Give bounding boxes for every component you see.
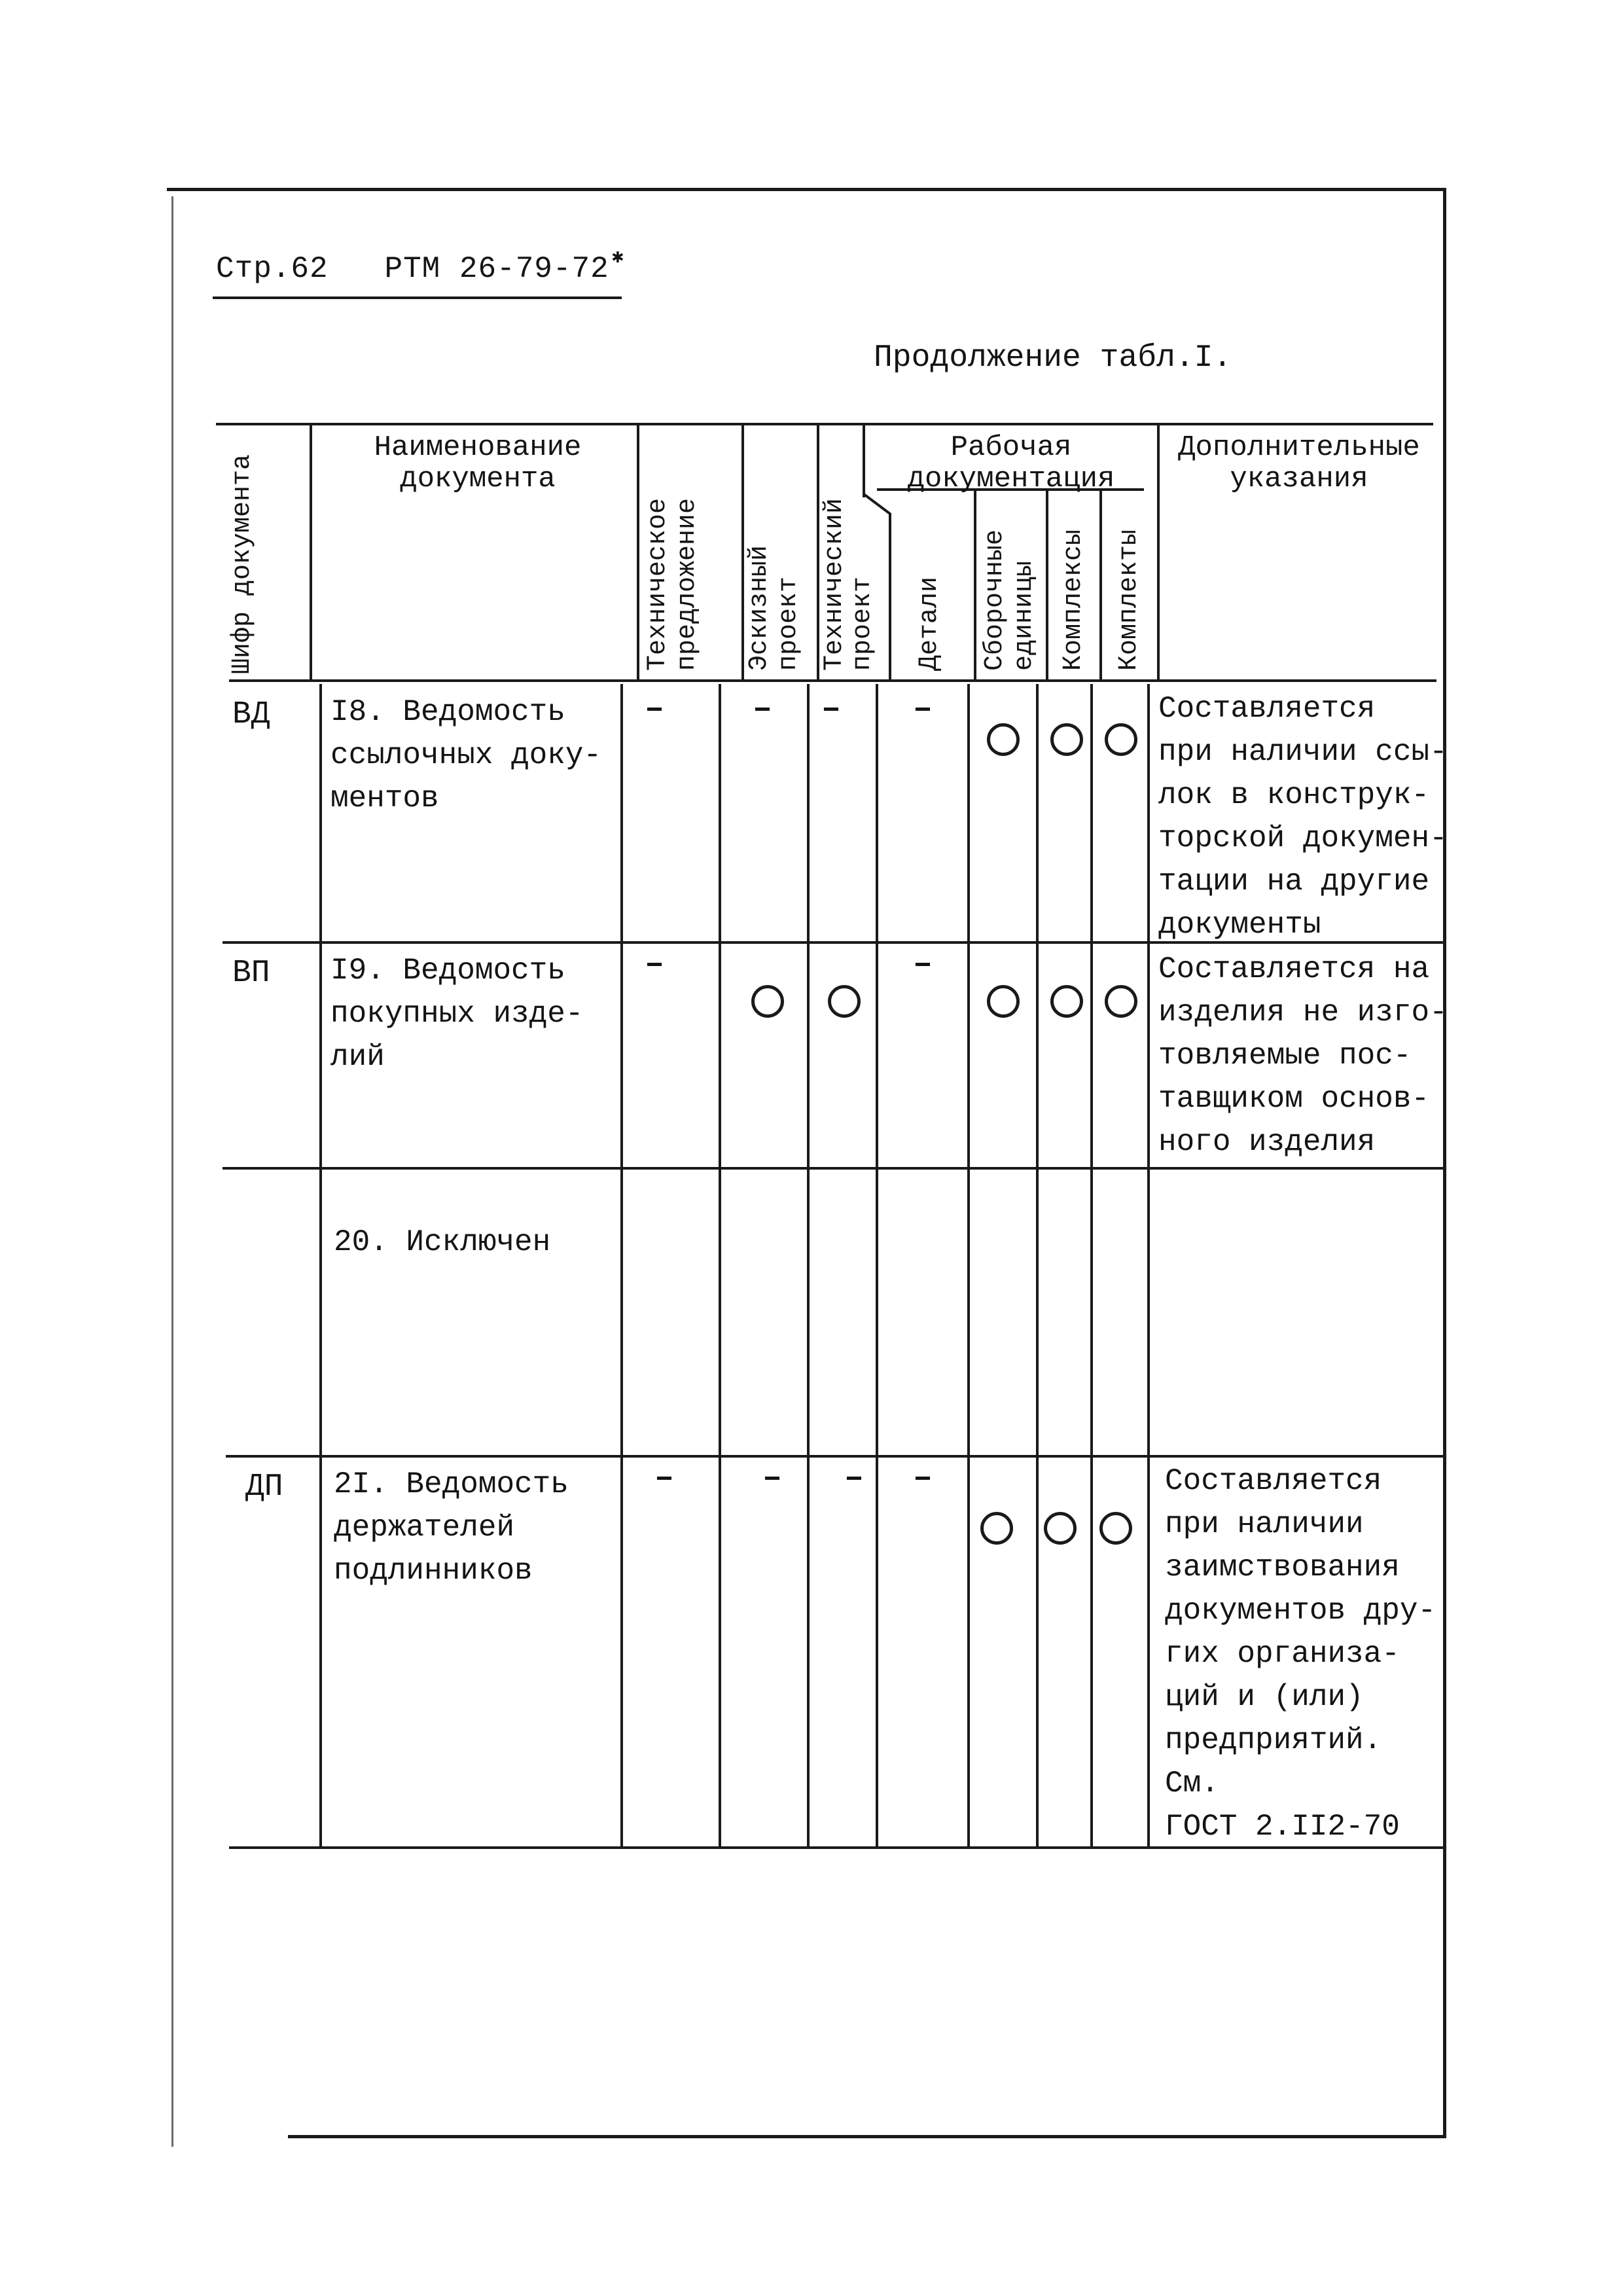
revision-mark: ✱ (611, 247, 624, 269)
table-continuation-label: Продолжение табл.I. (874, 340, 1232, 376)
col-header-technical-1: Технический (820, 497, 849, 671)
row-18-mark-assembly-circle (987, 723, 1020, 756)
row-18-mark-technical: – (821, 691, 842, 728)
col-header-sketch-2: проект (774, 576, 804, 671)
col-header-technical-2: проект (848, 576, 878, 671)
row-21-name: 2I. Ведомость держателей подлинников (334, 1467, 569, 1588)
row-21-mark-technical: – (844, 1460, 865, 1497)
row-18-mark-complexes-circle (1050, 723, 1083, 756)
col-header-kits: Комплекты (1115, 529, 1144, 671)
row-19-mark-sketch-circle (751, 985, 784, 1018)
col-header-tech-proposal-1: Техническое (643, 497, 673, 671)
col-header-notes: Дополнительные указания (1178, 431, 1420, 495)
col-header-assembly-2: единицы (1010, 560, 1039, 671)
row-18-code: ВД (232, 697, 270, 732)
col-header-tech-proposal-2: предложение (673, 497, 702, 671)
row-21-code: ДП (245, 1469, 283, 1505)
col-header-details: Детали (915, 576, 944, 671)
col-header-sketch-1: Эскизный (745, 545, 774, 671)
row-19-mark-assembly-circle (987, 985, 1020, 1018)
page-number: Стр.62 (216, 252, 329, 286)
row-19-mark-details: – (913, 946, 933, 983)
row-21-mark-tech-proposal: – (654, 1460, 675, 1497)
row-18-mark-tech-proposal: – (645, 691, 665, 728)
row-21-notes: Составляется при наличии заимствования документов дру- гих организа- ций и (или) предприятий. См. ГОСТ 2.II2-70 (1165, 1464, 1436, 1844)
col-group-working-docs: Рабочая документация (907, 431, 1115, 495)
row-18-mark-sketch: – (753, 691, 773, 728)
row-21-mark-details: – (913, 1460, 933, 1497)
row-19-mark-complexes-circle (1050, 985, 1083, 1018)
row-21-mark-sketch: – (762, 1460, 783, 1497)
row-18-mark-kits-circle (1105, 723, 1137, 756)
col-header-complexes: Комплексы (1059, 529, 1088, 671)
row-19-notes: Составляется на изделия не изго- товляемые пос- тавщиком основ- ного изделия (1158, 952, 1448, 1159)
row-19-code: ВП (232, 956, 270, 991)
col-header-name: Наименование документа (374, 431, 582, 495)
row-21-mark-complexes-circle (1044, 1512, 1077, 1545)
row-18-notes: Составляется при наличии ссы- лок в конструк- торской докумен- тации на другие документы (1158, 692, 1448, 942)
row-21-mark-assembly-circle (980, 1512, 1013, 1545)
row-19-name: I9. Ведомость покупных изде- лий (330, 954, 584, 1074)
row-19-mark-tech-proposal: – (645, 946, 665, 983)
row-21-mark-kits-circle (1099, 1512, 1132, 1545)
row-19-mark-technical-circle (828, 985, 861, 1018)
col-header-code: Шифр документа (228, 454, 257, 674)
row-18-mark-details: – (913, 691, 933, 728)
col-header-assembly-1: Сборочные (980, 529, 1010, 671)
row-20-name: 20. Исключен (334, 1225, 551, 1259)
row-18-name: I8. Ведомость ссылочных доку- ментов (330, 695, 602, 816)
row-19-mark-kits-circle (1105, 985, 1137, 1018)
document-code: РТМ 26-79-72 (384, 252, 609, 286)
